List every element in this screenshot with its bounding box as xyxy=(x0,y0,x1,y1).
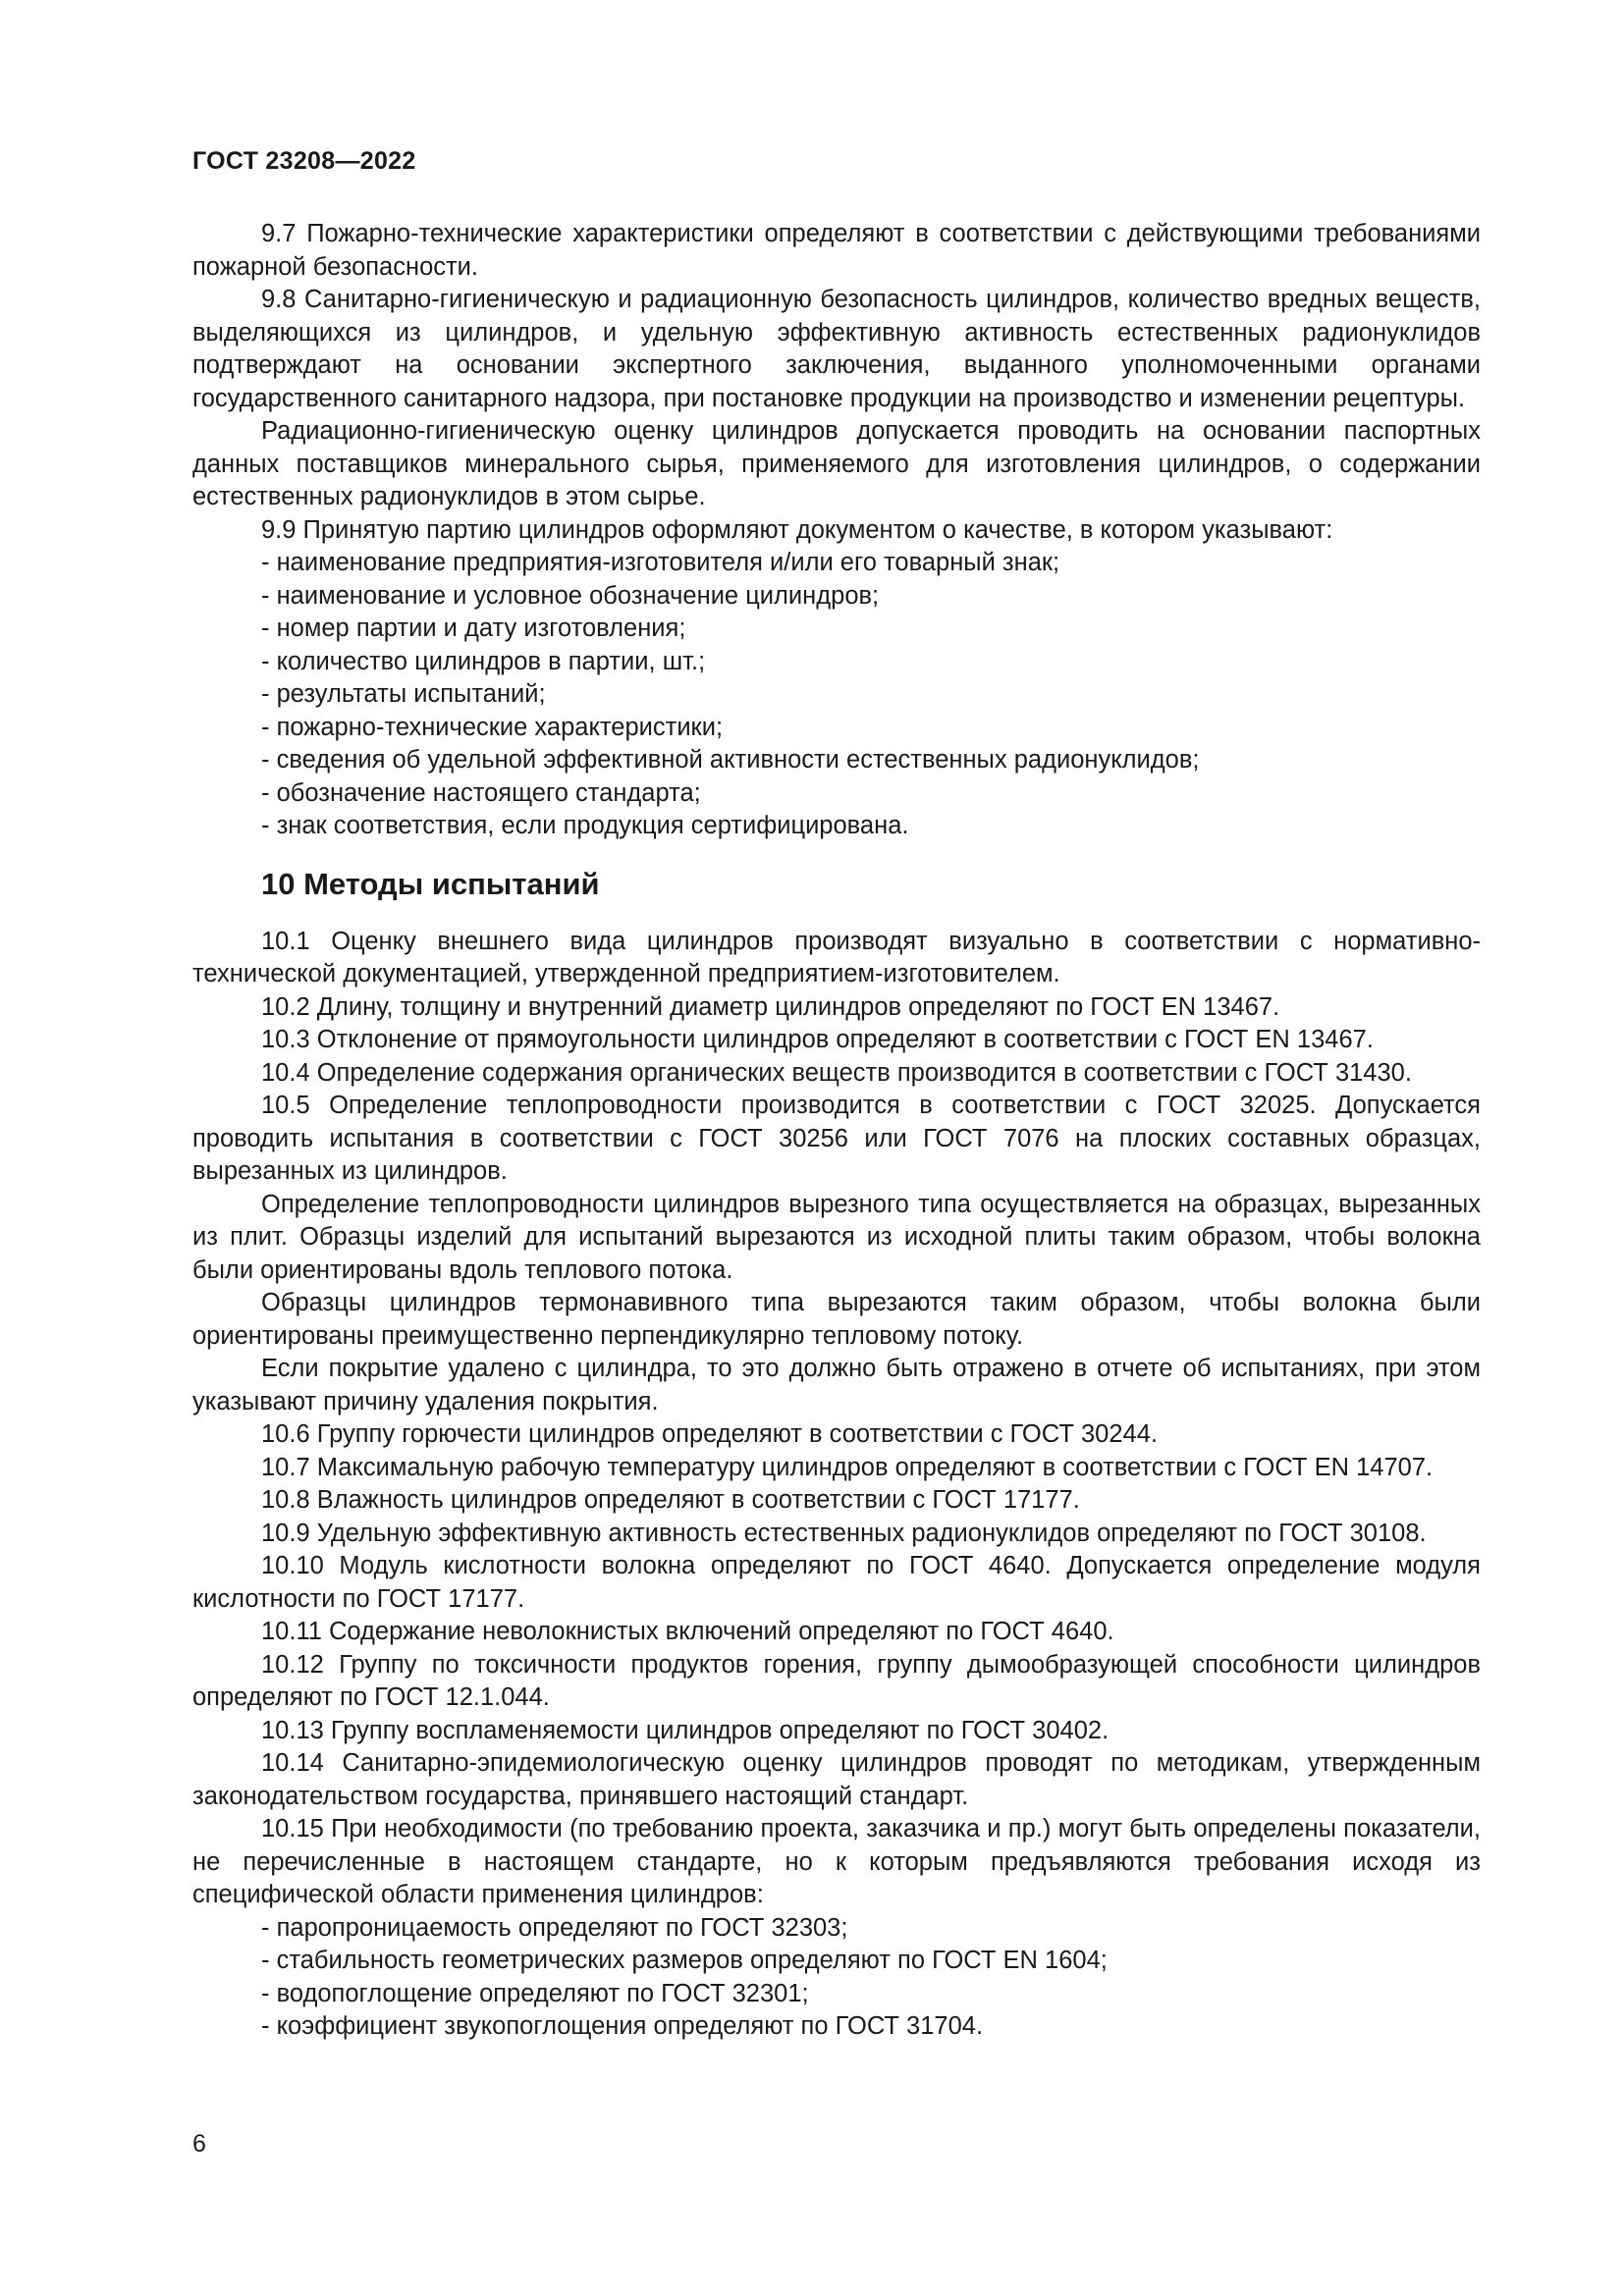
paragraph: Если покрытие удалено с цилиндра, то это должно быть отражено в отчете об испытаниях, при этом указывают причину удаления покрытия. xyxy=(192,1355,1481,1415)
paragraph: 10.14 Санитарно-эпидемиологическую оценку цилиндров проводят по методикам, утвержденным законодательством государства, принявшего настоящий стандарт. xyxy=(192,1749,1481,1810)
list-item: - наименование предприятия-изготовителя и/или его товарный знак; xyxy=(261,549,1060,576)
document-header: ГОСТ 23208—2022 xyxy=(192,147,416,175)
paragraph: 9.7 Пожарно-технические характеристики определяют в соответствии с действующими требованиями пожарной безопасности. xyxy=(192,220,1481,281)
list-item: - сведения об удельной эффективной активности естественных радионуклидов; xyxy=(261,746,1200,774)
list-item: - обозначение настоящего стандарта; xyxy=(261,778,701,807)
paragraph: 10.6 Группу горючести цилиндров определяют в соответствии с ГОСТ 30244. xyxy=(261,1420,1158,1448)
paragraph: Радиационно-гигиеническую оценку цилиндров допускается проводить на основании паспортных данных поставщиков минерального сырья, применяемого для изготовления цилиндров, о содержании естественных радионуклидов в этом сырье. xyxy=(192,417,1481,510)
list-item: - водопоглощение определяют по ГОСТ 32301; xyxy=(261,1979,809,2007)
page-number: 6 xyxy=(192,2130,206,2158)
paragraph: 10.7 Максимальную рабочую температуру цилиндров определяют в соответствии с ГОСТ EN 14707. xyxy=(261,1453,1434,1481)
list-item: - номер партии и дату изготовления; xyxy=(261,614,686,642)
list-item: - количество цилиндров в партии, шт.; xyxy=(261,647,706,675)
paragraph: 10.13 Группу воспламеняемости цилиндров определяют по ГОСТ 30402. xyxy=(261,1716,1110,1744)
paragraph: 9.9 Принятую партию цилиндров оформляют документом о качестве, в котором указывают: xyxy=(261,515,1333,544)
list-item: - наименование и условное обозначение цилиндров; xyxy=(261,581,880,610)
paragraph: 10.4 Определение содержания органических веществ производится в соответствии с ГОСТ 31430. xyxy=(261,1058,1412,1087)
list-item: - паропроницаемость определяют по ГОСТ 32303; xyxy=(261,1913,848,1942)
paragraph: 10.11 Содержание неволокнистых включений определяют по ГОСТ 4640. xyxy=(261,1618,1114,1645)
paragraph: 10.5 Определение теплопроводности производится в соответствии с ГОСТ 32025. Допускается проводить испытания в соответствии с ГОСТ 30256 или ГОСТ 7076 на плоских составных образцах, вырезанных из цилиндров. xyxy=(192,1092,1481,1185)
list-item: - знак соответствия, если продукция сертифицирована. xyxy=(261,812,909,839)
document-body xyxy=(192,218,1481,2044)
paragraph: 9.8 Санитарно-гигиеническую и радиационную безопасность цилиндров, количество вредных веществ, выделяющихся из цилиндров, и удельную эффективную активность естественных радионуклидов подтверждают на основании экспертного заключения, выданного уполномоченными органами государственного санитарного надзора, при постановке продукции на производство и изменении рецептуры. xyxy=(192,286,1481,412)
paragraph: Образцы цилиндров термонавивного типа вырезаются таким образом, чтобы волокна были ориентированы преимущественно перпендикулярно тепловому потоку. xyxy=(192,1289,1481,1350)
paragraph: Определение теплопроводности цилиндров вырезного типа осуществляется на образцах, вырезанных из плит. Образцы изделий для испытаний вырезаются из исходной плиты таким образом, чтобы волокна были ориентированы вдоль теплового потока. xyxy=(192,1190,1481,1284)
paragraph: 10.3 Отклонение от прямоугольности цилиндров определяют в соответствии с ГОСТ EN 13467. xyxy=(261,1026,1374,1053)
paragraph: 10.9 Удельную эффективную активность естественных радионуклидов определяют по ГОСТ 30108. xyxy=(261,1519,1427,1547)
section-10-body xyxy=(192,926,1481,2044)
list-item: - коэффициент звукопоглощения определяют по ГОСТ 31704. xyxy=(261,2012,984,2040)
list-item: - стабильность геометрических размеров определяют по ГОСТ EN 1604; xyxy=(261,1947,1108,1974)
paragraph: 10.8 Влажность цилиндров определяют в соответствии с ГОСТ 17177. xyxy=(261,1486,1080,1514)
paragraph: 10.12 Группу по токсичности продуктов горения, группу дымообразующей способности цилиндров определяют по ГОСТ 12.1.044. xyxy=(192,1650,1481,1711)
section-title: 10 Методы испытаний xyxy=(261,866,600,901)
paragraph: 10.10 Модуль кислотности волокна определяют по ГОСТ 4640. Допускается определение модуля кислотности по ГОСТ 17177. xyxy=(192,1552,1481,1613)
list-item: - результаты испытаний; xyxy=(261,680,546,708)
section-9-continuation xyxy=(192,218,1481,843)
paragraph: 10.2 Длину, толщину и внутренний диаметр цилиндров определяют по ГОСТ EN 13467. xyxy=(261,992,1280,1021)
paragraph: 10.15 При необходимости (по требованию проекта, заказчика и пр.) могут быть определены показатели, не перечисленные в настоящем стандарте, но к которым предъявляются требования исходя из специфической области применения цилиндров: xyxy=(192,1815,1481,1908)
list-item: - пожарно-технические характеристики; xyxy=(261,713,724,741)
paragraph: 10.1 Оценку внешнего вида цилиндров производят визуально в соответствии с нормативно-технической документацией, утвержденной предприятием-изготовителем. xyxy=(192,927,1481,988)
